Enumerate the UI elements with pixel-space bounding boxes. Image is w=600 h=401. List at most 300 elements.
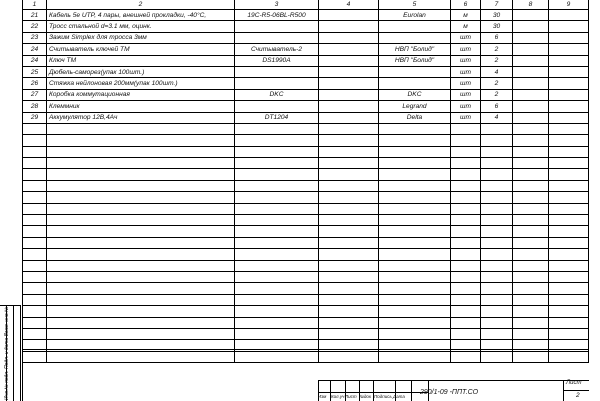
cell-n: 29: [23, 112, 47, 123]
tb-header-kol: Кол.уч: [331, 394, 345, 399]
empty-cell: [481, 203, 513, 214]
empty-cell: [47, 237, 235, 248]
empty-cell: [481, 158, 513, 169]
cell-qty: 4: [481, 112, 513, 123]
cell-unit: шт: [451, 55, 481, 66]
empty-cell: [451, 123, 481, 134]
empty-cell: [513, 260, 549, 271]
empty-cell: [319, 226, 379, 237]
cell-type: [235, 21, 319, 32]
empty-cell: [23, 158, 47, 169]
empty-cell: [513, 249, 549, 260]
cell-name: Зажим Simplex для тросса 3мм: [47, 32, 235, 43]
cell-qty: 2: [481, 55, 513, 66]
cell-name: Аккумулятор 12В,4Ач: [47, 112, 235, 123]
empty-cell: [319, 215, 379, 226]
empty-cell: [513, 226, 549, 237]
empty-cell: [319, 283, 379, 294]
table-row: [23, 10, 589, 21]
empty-cell: [319, 169, 379, 180]
empty-cell: [319, 260, 379, 271]
empty-cell: [549, 192, 589, 203]
empty-cell: [235, 146, 319, 157]
cell-col9: [549, 32, 589, 43]
cell-name: Кабель 5е UTP, 4 пары, внешней прокладки, -40°С,: [47, 10, 235, 21]
empty-cell: [549, 203, 589, 214]
empty-cell: [23, 260, 47, 271]
cell-col9: [549, 112, 589, 123]
cell-code: [319, 44, 379, 55]
cell-n: 24: [23, 44, 47, 55]
empty-cell: [379, 283, 451, 294]
empty-cell: [481, 328, 513, 339]
cell-maker: Eurolan: [379, 10, 451, 21]
empty-row: [23, 294, 589, 305]
tb-header-list: Лист: [345, 394, 357, 399]
column-number-5: 5: [379, 0, 451, 10]
cell-qty: 2: [481, 78, 513, 89]
empty-cell: [549, 328, 589, 339]
table-row: [23, 89, 589, 100]
empty-cell: [235, 237, 319, 248]
empty-cell: [235, 317, 319, 328]
cell-type: Считыватель-2: [235, 44, 319, 55]
cell-col8: [513, 78, 549, 89]
empty-cell: [513, 123, 549, 134]
empty-cell: [23, 328, 47, 339]
cell-name: Ключ ТМ: [47, 55, 235, 66]
empty-cell: [379, 215, 451, 226]
empty-row: [23, 169, 589, 180]
empty-cell: [513, 158, 549, 169]
empty-cell: [319, 158, 379, 169]
table-header-row: [23, 0, 589, 10]
empty-cell: [47, 215, 235, 226]
empty-cell: [379, 317, 451, 328]
empty-cell: [513, 169, 549, 180]
empty-cell: [481, 215, 513, 226]
empty-cell: [23, 283, 47, 294]
empty-cell: [481, 123, 513, 134]
cell-unit: м: [451, 10, 481, 21]
cell-col9: [549, 101, 589, 112]
empty-cell: [481, 237, 513, 248]
cell-maker: DKC: [379, 89, 451, 100]
empty-cell: [47, 158, 235, 169]
table-row: [23, 78, 589, 89]
empty-cell: [47, 192, 235, 203]
empty-row: [23, 146, 589, 157]
cell-type: [235, 78, 319, 89]
cell-name: Дюбель-саморез(упак 100шт.): [47, 66, 235, 77]
cell-code: [319, 78, 379, 89]
empty-cell: [513, 203, 549, 214]
cell-col8: [513, 32, 549, 43]
empty-cell: [481, 271, 513, 282]
cell-qty: 2: [481, 89, 513, 100]
empty-cell: [379, 306, 451, 317]
empty-row: [23, 237, 589, 248]
empty-cell: [379, 294, 451, 305]
empty-cell: [549, 180, 589, 191]
empty-cell: [481, 249, 513, 260]
cell-maker: Delta: [379, 112, 451, 123]
empty-cell: [549, 226, 589, 237]
empty-cell: [379, 123, 451, 134]
empty-cell: [451, 135, 481, 146]
cell-unit: шт: [451, 89, 481, 100]
empty-cell: [23, 249, 47, 260]
empty-cell: [319, 249, 379, 260]
empty-row: [23, 158, 589, 169]
cell-unit: шт: [451, 112, 481, 123]
empty-cell: [451, 146, 481, 157]
sheet-label: Лист: [566, 380, 582, 386]
cell-code: [319, 10, 379, 21]
empty-cell: [47, 294, 235, 305]
empty-cell: [379, 180, 451, 191]
cell-code: [319, 55, 379, 66]
empty-cell: [319, 328, 379, 339]
empty-cell: [549, 283, 589, 294]
empty-cell: [23, 192, 47, 203]
empty-cell: [235, 306, 319, 317]
empty-cell: [549, 158, 589, 169]
cell-code: [319, 21, 379, 32]
column-number-2: 2: [47, 0, 235, 10]
cell-code: [319, 32, 379, 43]
empty-cell: [47, 328, 235, 339]
table-row: [23, 21, 589, 32]
cell-n: 27: [23, 89, 47, 100]
cell-maker: Legrand: [379, 101, 451, 112]
empty-cell: [235, 158, 319, 169]
empty-cell: [513, 180, 549, 191]
empty-cell: [379, 192, 451, 203]
empty-cell: [513, 135, 549, 146]
empty-cell: [23, 169, 47, 180]
empty-cell: [235, 203, 319, 214]
table-row: [23, 32, 589, 43]
cell-col8: [513, 89, 549, 100]
cell-maker: [379, 32, 451, 43]
empty-cell: [379, 158, 451, 169]
empty-cell: [319, 294, 379, 305]
cell-type: DT1204: [235, 112, 319, 123]
cell-n: 26: [23, 78, 47, 89]
empty-cell: [451, 306, 481, 317]
cell-col9: [549, 10, 589, 21]
cell-n: 21: [23, 10, 47, 21]
cell-col8: [513, 21, 549, 32]
empty-cell: [319, 135, 379, 146]
tb-header-izm: Изм: [318, 394, 327, 399]
cell-n: 25: [23, 66, 47, 77]
empty-cell: [481, 226, 513, 237]
empty-cell: [47, 260, 235, 271]
empty-cell: [481, 283, 513, 294]
empty-cell: [23, 306, 47, 317]
table-row: [23, 101, 589, 112]
empty-cell: [513, 294, 549, 305]
empty-cell: [549, 294, 589, 305]
empty-cell: [451, 192, 481, 203]
empty-cell: [451, 328, 481, 339]
cell-type: DS1990A: [235, 55, 319, 66]
cell-name: Коробка коммутационная: [47, 89, 235, 100]
empty-cell: [481, 135, 513, 146]
cell-col9: [549, 89, 589, 100]
empty-cell: [235, 226, 319, 237]
empty-cell: [549, 135, 589, 146]
column-number-8: 8: [513, 0, 549, 10]
cell-unit: шт: [451, 101, 481, 112]
empty-cell: [379, 203, 451, 214]
empty-cell: [481, 180, 513, 191]
empty-cell: [47, 226, 235, 237]
cell-col9: [549, 55, 589, 66]
cell-n: 24: [23, 55, 47, 66]
table-row: [23, 112, 589, 123]
empty-cell: [47, 135, 235, 146]
empty-cell: [451, 294, 481, 305]
cell-n: 28: [23, 101, 47, 112]
empty-cell: [513, 271, 549, 282]
cell-col8: [513, 55, 549, 66]
empty-cell: [451, 317, 481, 328]
empty-cell: [549, 260, 589, 271]
empty-cell: [47, 123, 235, 134]
empty-cell: [379, 328, 451, 339]
empty-cell: [235, 271, 319, 282]
empty-cell: [451, 260, 481, 271]
empty-cell: [549, 237, 589, 248]
empty-cell: [235, 192, 319, 203]
empty-cell: [319, 180, 379, 191]
cell-col8: [513, 112, 549, 123]
cell-code: [319, 101, 379, 112]
empty-cell: [23, 135, 47, 146]
empty-cell: [319, 317, 379, 328]
empty-cell: [513, 215, 549, 226]
cell-unit: шт: [451, 32, 481, 43]
empty-cell: [23, 317, 47, 328]
cell-unit: шт: [451, 66, 481, 77]
empty-cell: [379, 135, 451, 146]
empty-row: [23, 180, 589, 191]
empty-cell: [379, 260, 451, 271]
cell-qty: 2: [481, 44, 513, 55]
empty-cell: [549, 317, 589, 328]
empty-cell: [23, 294, 47, 305]
empty-row: [23, 135, 589, 146]
empty-cell: [513, 192, 549, 203]
cell-type: DKC: [235, 89, 319, 100]
empty-cell: [379, 226, 451, 237]
empty-row: [23, 283, 589, 294]
empty-row: [23, 249, 589, 260]
empty-cell: [23, 271, 47, 282]
sheet-number: 2: [576, 392, 580, 399]
empty-cell: [47, 169, 235, 180]
cell-col8: [513, 101, 549, 112]
cell-qty: 30: [481, 10, 513, 21]
empty-row: [23, 306, 589, 317]
empty-cell: [513, 328, 549, 339]
empty-cell: [23, 180, 47, 191]
empty-row: [23, 226, 589, 237]
empty-cell: [379, 271, 451, 282]
cell-col9: [549, 21, 589, 32]
cell-col8: [513, 66, 549, 77]
empty-cell: [481, 192, 513, 203]
empty-cell: [23, 215, 47, 226]
empty-row: [23, 328, 589, 339]
empty-cell: [23, 123, 47, 134]
column-number-4: 4: [319, 0, 379, 10]
cell-name: Считыватель ключей ТМ: [47, 44, 235, 55]
table-row: [23, 55, 589, 66]
empty-cell: [513, 317, 549, 328]
tb-header-doc: №док: [359, 394, 371, 399]
cell-type: [235, 101, 319, 112]
margin-labels-text: Инв.№ подл. Подп. и дата Взам. инв.№: [4, 306, 10, 400]
empty-cell: [451, 203, 481, 214]
cell-col9: [549, 66, 589, 77]
empty-cell: [513, 146, 549, 157]
empty-cell: [235, 260, 319, 271]
cell-maker: НВП "Болид": [379, 55, 451, 66]
empty-row: [23, 123, 589, 134]
cell-maker: [379, 21, 451, 32]
empty-cell: [23, 237, 47, 248]
empty-cell: [235, 135, 319, 146]
empty-cell: [23, 146, 47, 157]
empty-cell: [549, 146, 589, 157]
table-row: [23, 44, 589, 55]
empty-cell: [379, 249, 451, 260]
empty-cell: [549, 306, 589, 317]
empty-cell: [235, 123, 319, 134]
empty-cell: [47, 180, 235, 191]
empty-cell: [451, 215, 481, 226]
empty-cell: [481, 317, 513, 328]
empty-row: [23, 215, 589, 226]
empty-cell: [235, 283, 319, 294]
empty-cell: [451, 226, 481, 237]
empty-cell: [451, 271, 481, 282]
empty-row: [23, 260, 589, 271]
empty-cell: [319, 123, 379, 134]
cell-qty: 6: [481, 101, 513, 112]
cell-col8: [513, 10, 549, 21]
cell-maker: [379, 78, 451, 89]
empty-cell: [379, 169, 451, 180]
empty-cell: [513, 306, 549, 317]
empty-cell: [47, 306, 235, 317]
tb-header-date: Дата: [393, 394, 405, 399]
specification-table: [22, 0, 589, 363]
empty-cell: [319, 192, 379, 203]
empty-cell: [481, 169, 513, 180]
empty-cell: [319, 271, 379, 282]
empty-cell: [47, 249, 235, 260]
cell-col9: [549, 78, 589, 89]
empty-cell: [481, 260, 513, 271]
column-number-9: 9: [549, 0, 589, 10]
empty-cell: [47, 203, 235, 214]
empty-cell: [47, 146, 235, 157]
cell-name: Стяжка нейлоновая 200мм(упак 100шт.): [47, 78, 235, 89]
empty-cell: [235, 249, 319, 260]
empty-cell: [47, 283, 235, 294]
cell-type: [235, 32, 319, 43]
cell-qty: 6: [481, 32, 513, 43]
empty-cell: [379, 146, 451, 157]
empty-cell: [47, 271, 235, 282]
empty-cell: [319, 306, 379, 317]
empty-cell: [513, 237, 549, 248]
cell-maker: НВП "Болид": [379, 44, 451, 55]
cell-unit: шт: [451, 78, 481, 89]
table-row: [23, 66, 589, 77]
tb-header-sign: Подпись: [374, 394, 392, 399]
empty-cell: [481, 306, 513, 317]
empty-cell: [235, 215, 319, 226]
empty-cell: [451, 283, 481, 294]
cell-name: Клеммник: [47, 101, 235, 112]
empty-cell: [451, 158, 481, 169]
empty-cell: [481, 294, 513, 305]
empty-cell: [451, 180, 481, 191]
column-number-1: 1: [23, 0, 47, 10]
cell-unit: м: [451, 21, 481, 32]
empty-cell: [451, 169, 481, 180]
empty-row: [23, 317, 589, 328]
cell-name: Тросс стальной d=3.1 мм, оцинк.: [47, 21, 235, 32]
title-block: [22, 349, 589, 401]
document-code: 290/1-09 -ППТ.СО: [420, 389, 479, 396]
empty-row: [23, 203, 589, 214]
cell-type: [235, 66, 319, 77]
empty-cell: [549, 215, 589, 226]
column-number-7: 7: [481, 0, 513, 10]
empty-cell: [235, 169, 319, 180]
empty-cell: [549, 249, 589, 260]
cell-code: [319, 66, 379, 77]
cell-col8: [513, 44, 549, 55]
cell-n: 22: [23, 21, 47, 32]
empty-cell: [379, 237, 451, 248]
cell-qty: 30: [481, 21, 513, 32]
empty-cell: [23, 203, 47, 214]
cell-col9: [549, 44, 589, 55]
empty-cell: [549, 169, 589, 180]
empty-cell: [549, 123, 589, 134]
cell-unit: шт: [451, 44, 481, 55]
cell-code: [319, 89, 379, 100]
cell-n: 23: [23, 32, 47, 43]
empty-row: [23, 192, 589, 203]
empty-cell: [319, 203, 379, 214]
empty-cell: [451, 249, 481, 260]
empty-cell: [319, 146, 379, 157]
empty-cell: [481, 146, 513, 157]
empty-row: [23, 271, 589, 282]
cell-maker: [379, 66, 451, 77]
cell-type: 19С-R5-06BL-R500: [235, 10, 319, 21]
column-number-3: 3: [235, 0, 319, 10]
